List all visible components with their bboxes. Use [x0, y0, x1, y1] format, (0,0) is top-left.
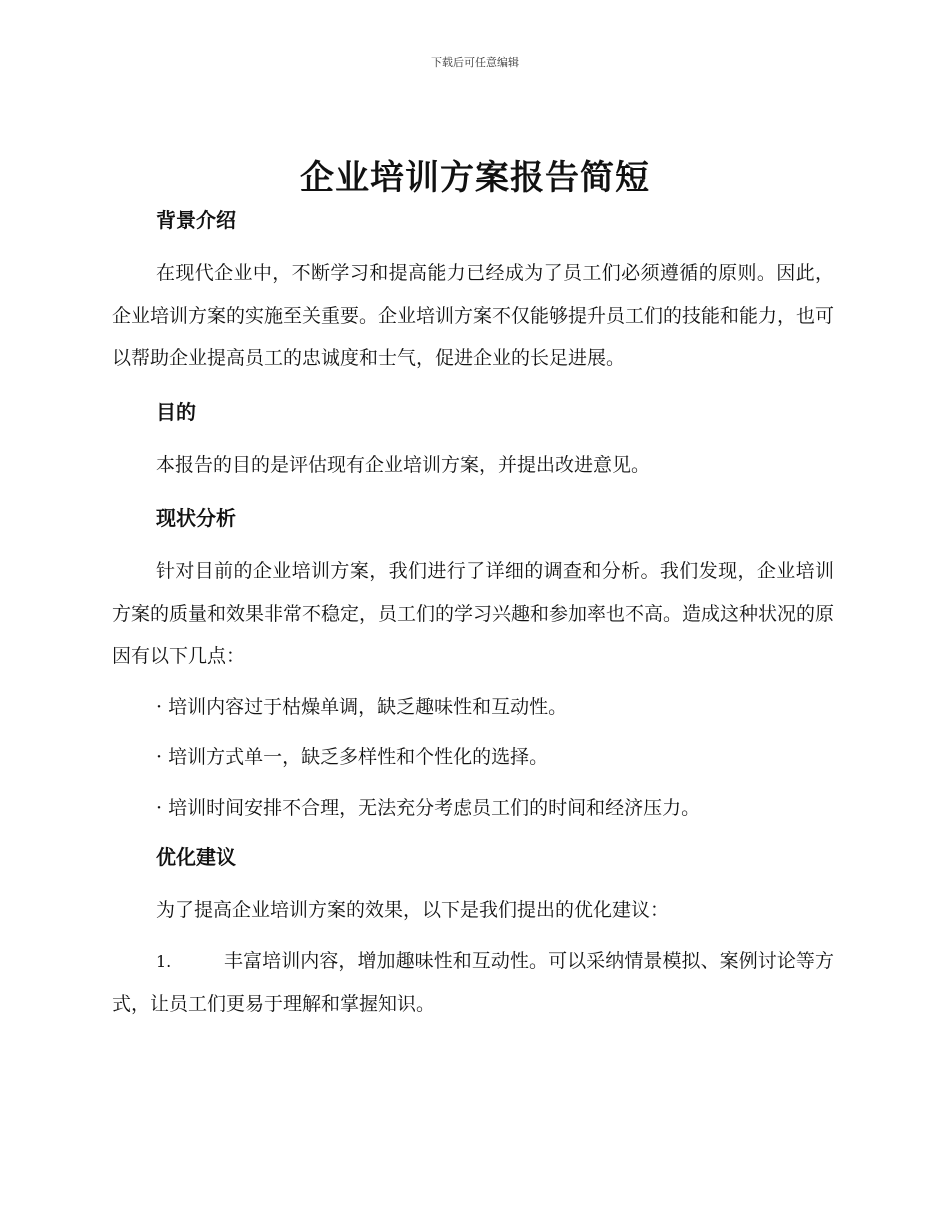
list-item: · 培训时间安排不合理，无法充分考虑员工们的时间和经济压力。 [156, 796, 701, 819]
paragraph-analysis: 针对目前的企业培训方案，我们进行了详细的调查和分析。我们发现，企业培训方案的质量和效果非常不稳定，员工们的学习兴趣和参加率也不高。造成这种状况的原因有以下几点： [112, 560, 835, 667]
paragraph-background: 在现代企业中，不断学习和提高能力已经成为了员工们必须遵循的原则。因此，企业培训方案的实施至关重要。企业培训方案不仅能够提升员工们的技能和能力，也可以帮助企业提高员工的忠诚度和士气，促进企业的长足进展。 [112, 262, 835, 369]
numbered-item [112, 940, 834, 1026]
heading-background: 背景介绍 [156, 208, 236, 232]
item-text: 丰富培训内容，增加趣味性和互动性。可以采纳情景模拟、案例讨论等方式，让员工们更易于理解和掌握知识。 [112, 949, 834, 1015]
heading-analysis: 现状分析 [156, 506, 236, 530]
heading-purpose: 目的 [156, 399, 196, 424]
paragraph-suggestions: 为了提高企业培训方案的效果，以下是我们提出的优化建议： [156, 899, 670, 921]
item-number: 1. [156, 951, 172, 971]
document-title: 企业培训方案报告简短 [300, 158, 650, 198]
list-item: · 培训内容过于枯燥单调，缺乏趣味性和互动性。 [156, 695, 568, 718]
paragraph-purpose: 本报告的目的是评估现有企业培训方案，并提出改进意见。 [156, 453, 651, 476]
heading-suggestions: 优化建议 [156, 845, 236, 869]
document-body [112, 200, 834, 1026]
page-header: 下载后可任意编辑 [431, 56, 519, 69]
list-item: · 培训方式单一，缺乏多样性和个性化的选择。 [156, 746, 549, 768]
